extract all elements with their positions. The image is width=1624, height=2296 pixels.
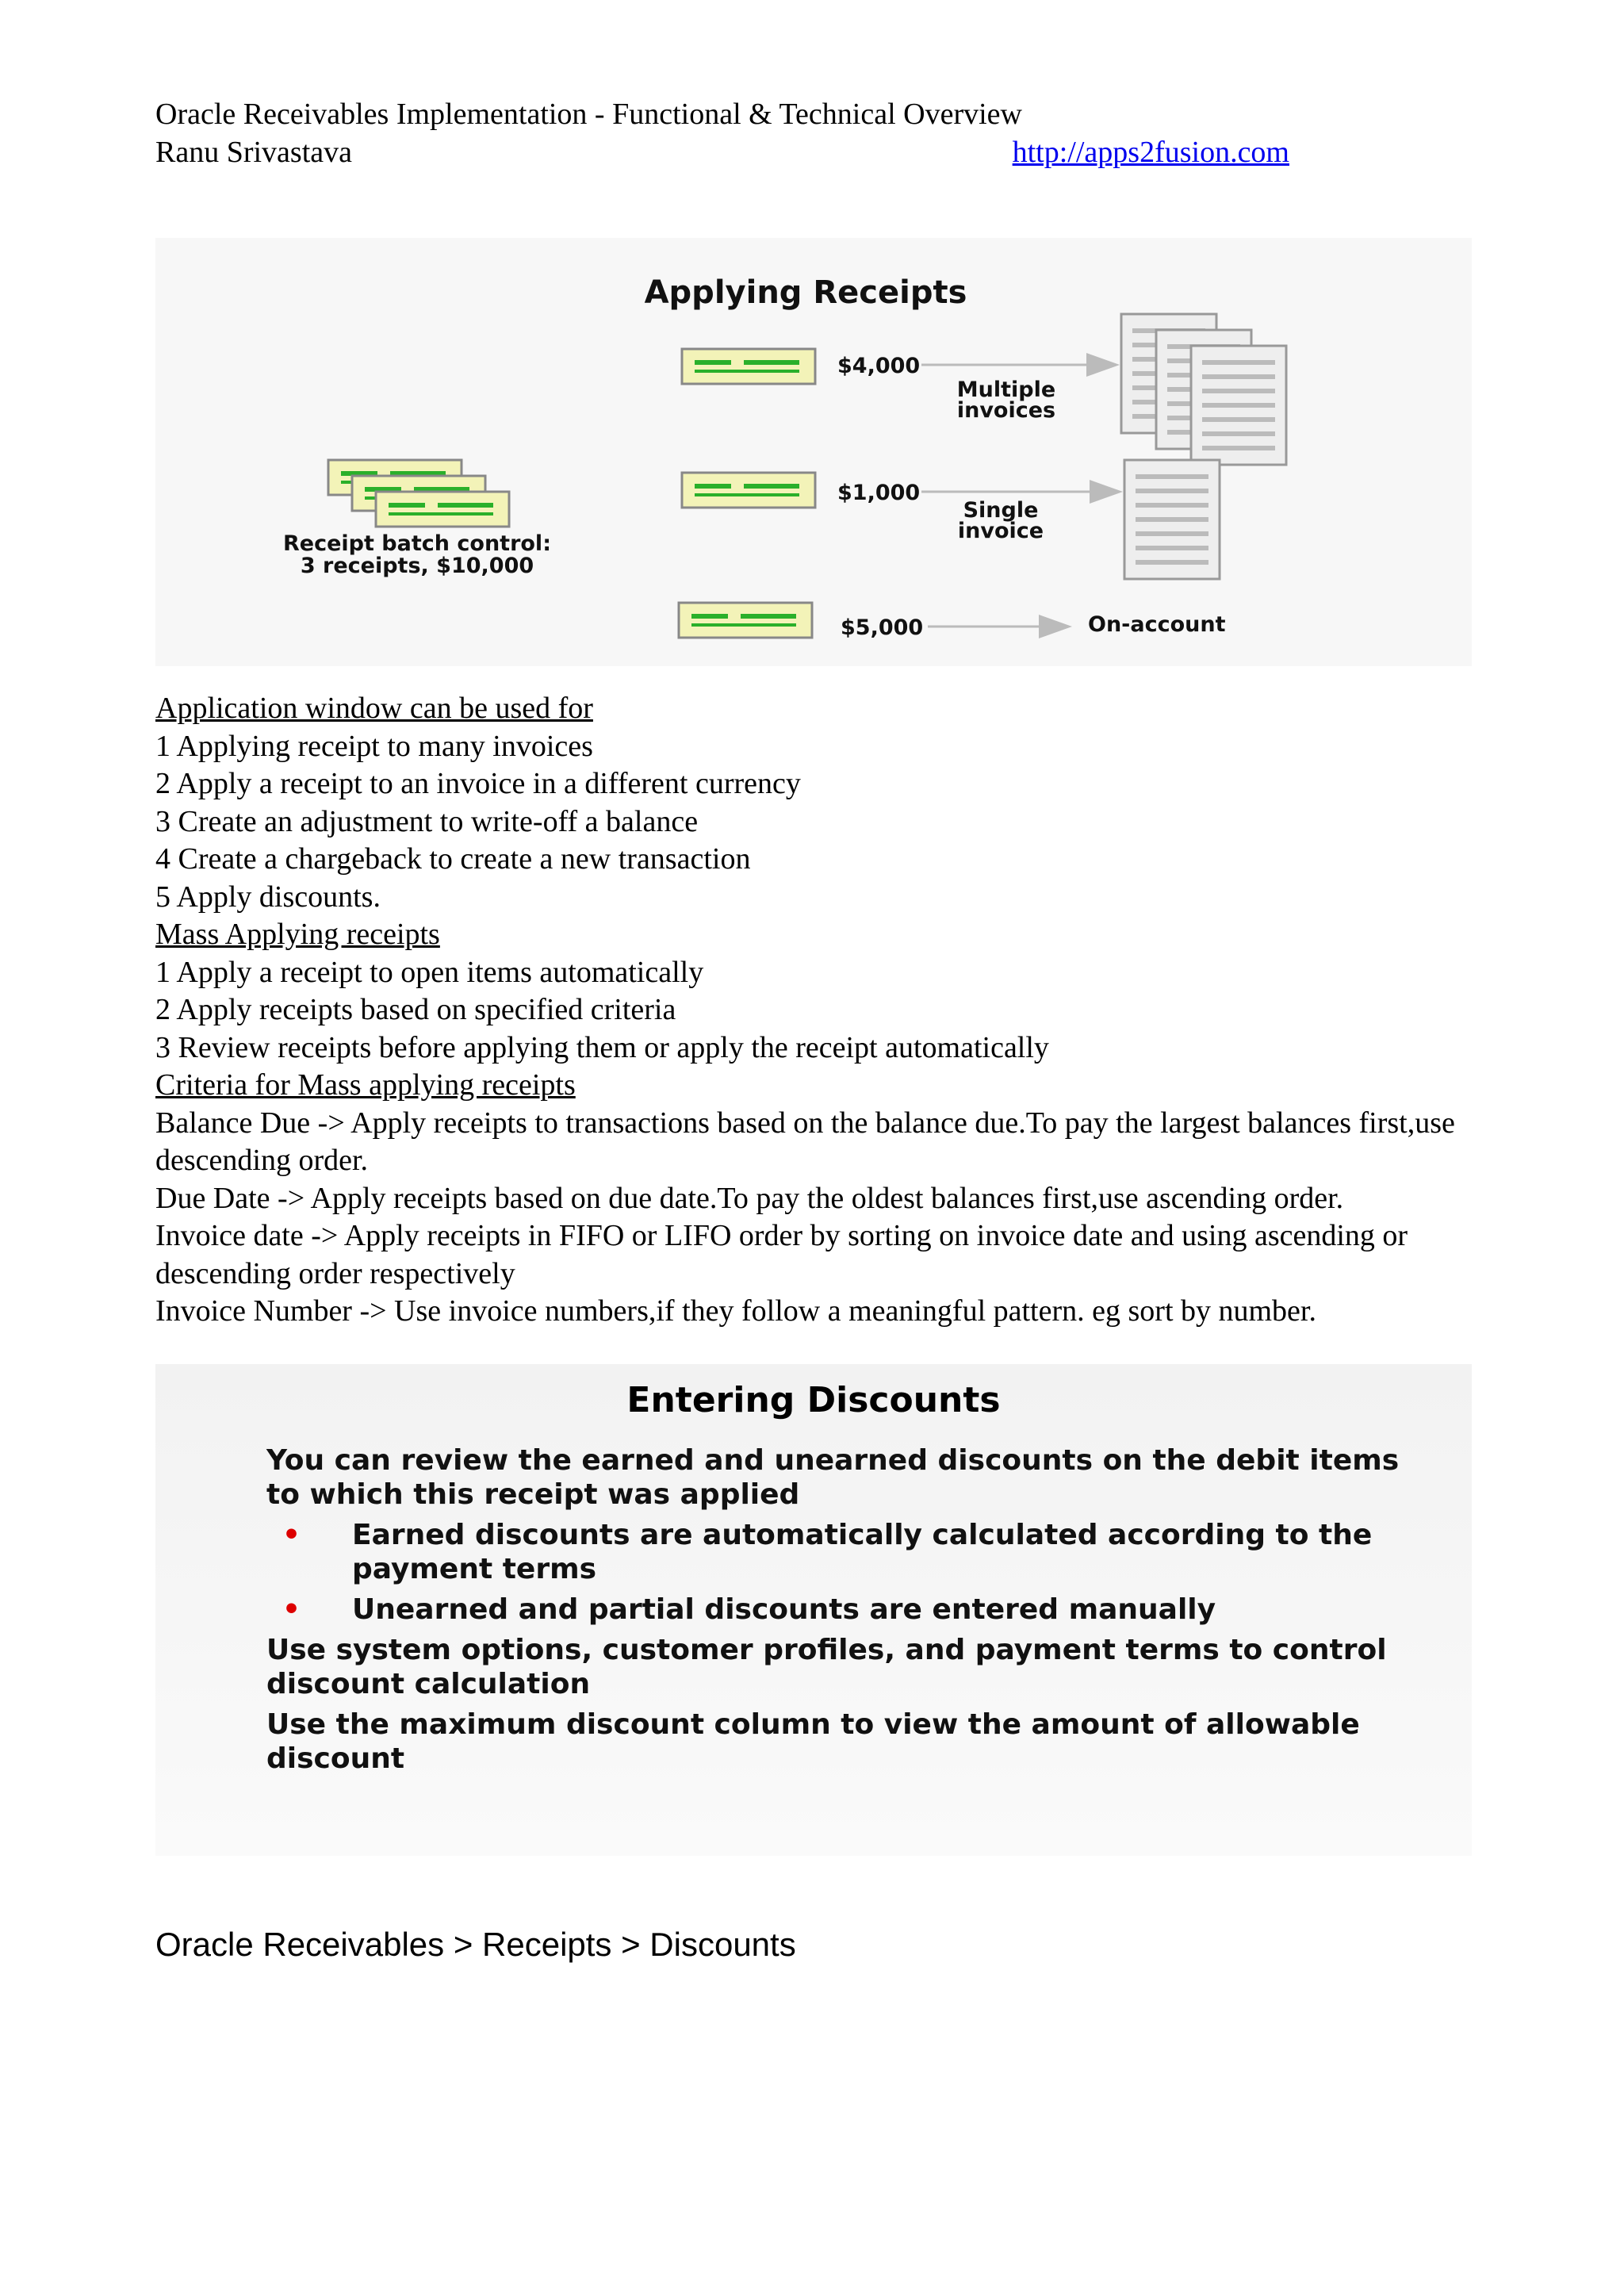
receipt-icon <box>682 349 815 384</box>
target-label-1-line2: invoices <box>956 398 1056 423</box>
breadcrumb: Oracle Receivables > Receipts > Discounts <box>155 1926 796 1963</box>
target-label-1-line1: Multiple <box>956 378 1056 402</box>
bullet-dot-icon: • <box>282 1519 301 1551</box>
multiple-invoices-icon <box>1121 314 1286 465</box>
figure1-title: Applying Receipts <box>644 274 967 311</box>
list-item: 2 Apply a receipt to an invoice in a different currency <box>155 767 801 800</box>
figure2-bullet-text: Unearned and partial discounts are entered manually <box>352 1593 1216 1626</box>
list-item: Invoice date -> Apply receipts in FIFO or LIFO order by sorting on invoice date and using ascending or descending order respectively <box>155 1219 1408 1290</box>
document-title: Oracle Receivables Implementation - Functional & Technical Overview <box>155 98 1022 131</box>
figure2-paragraph: Use the maximum discount column to view the amount of allowable discount <box>266 1708 1360 1775</box>
list-item: Due Date -> Apply receipts based on due date.To pay the oldest balances first,use ascending order. <box>155 1181 1344 1215</box>
figure2-bullet-text: Earned discounts are automatically calculated according to the payment terms <box>352 1519 1373 1585</box>
list-item: 4 Create a chargeback to create a new transaction <box>155 842 751 876</box>
figure2-intro: You can review the earned and unearned discounts on the debit items to which this receipt was applied <box>266 1444 1400 1511</box>
entering-discounts-figure <box>155 1364 1472 1856</box>
list-item: 1 Applying receipt to many invoices <box>155 729 593 763</box>
receipt-batch-icon <box>328 460 509 527</box>
batch-label-line1: Receipt batch control: <box>283 531 551 556</box>
section-heading: Criteria for Mass applying receipts <box>155 1068 576 1102</box>
list-item: 5 Apply discounts. <box>155 880 381 914</box>
single-invoice-icon <box>1124 460 1220 579</box>
list-item: 3 Review receipts before applying them or apply the receipt automatically <box>155 1030 1049 1064</box>
receipt-amount-1: $4,000 <box>837 354 921 378</box>
author-name: Ranu Srivastava <box>155 136 353 169</box>
receipt-amount-3: $5,000 <box>841 615 924 640</box>
figure2-bullet <box>282 1593 1408 1627</box>
target-label-2-line1: Single <box>963 498 1039 523</box>
figure2-bullet <box>282 1518 1408 1586</box>
bullet-dot-icon: • <box>282 1593 301 1626</box>
body-text <box>155 690 1519 1331</box>
batch-label-line2: 3 receipts, $10,000 <box>300 554 534 578</box>
receipt-icon <box>682 473 815 508</box>
receipt-icon <box>679 603 812 638</box>
list-item: Balance Due -> Apply receipts to transactions based on the balance due.To pay the largest balances first,use descending order. <box>155 1106 1455 1177</box>
site-link[interactable]: http://apps2fusion.com <box>1012 136 1289 169</box>
page-header <box>155 95 1289 171</box>
receipt-amount-2: $1,000 <box>837 481 921 505</box>
figure2-paragraph: Use system options, customer profiles, and payment terms to control discount calculation <box>266 1634 1387 1700</box>
section-heading: Application window can be used for <box>155 692 593 725</box>
list-item: 2 Apply receipts based on specified criteria <box>155 993 676 1026</box>
target-label-2-line2: invoice <box>957 519 1044 543</box>
list-item: Invoice Number -> Use invoice numbers,if they follow a meaningful pattern. eg sort by number. <box>155 1294 1316 1328</box>
list-item: 3 Create an adjustment to write-off a balance <box>155 804 699 838</box>
section-heading: Mass Applying receipts <box>155 918 440 951</box>
figure2-title: Entering Discounts <box>626 1380 1001 1420</box>
target-label-3: On-account <box>1088 612 1226 637</box>
list-item: 1 Apply a receipt to open items automatically <box>155 955 704 989</box>
applying-receipts-figure <box>155 238 1472 666</box>
